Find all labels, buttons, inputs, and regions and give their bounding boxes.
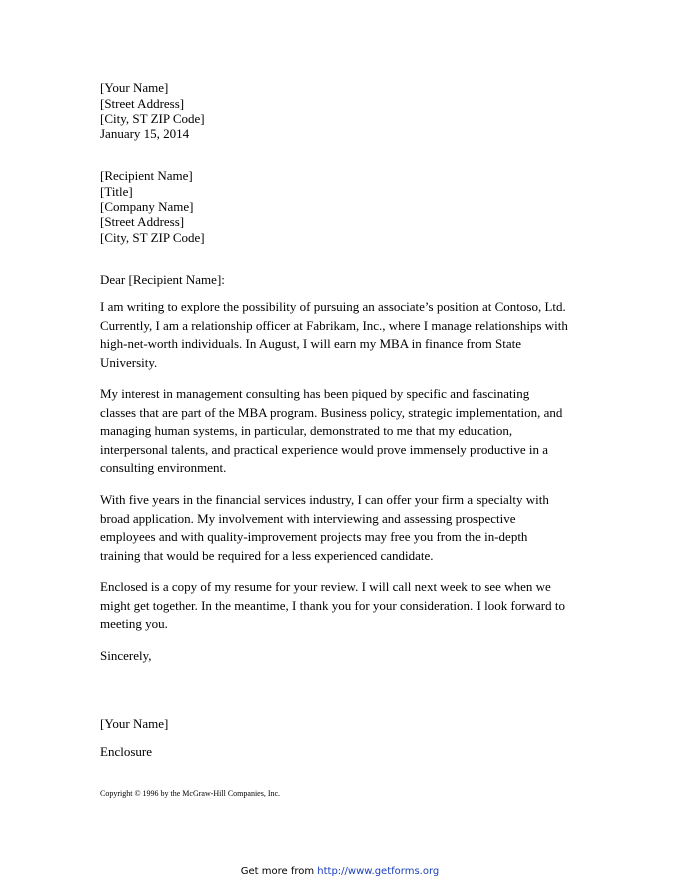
body-paragraph-4: Enclosed is a copy of my resume for your review. I will call next week to see when we might get together. In the meantime, I thank you for your consideration. I look forward to meeting you.	[100, 579, 565, 631]
enclosure-note: Enclosure	[100, 744, 152, 759]
sender-street-address: [Street Address]	[100, 96, 185, 111]
recipient-name: [Recipient Name]	[100, 168, 193, 183]
salutation: Dear [Recipient Name]:	[100, 272, 225, 287]
recipient-title: [Title]	[100, 184, 133, 199]
footer-banner	[0, 866, 680, 878]
copyright-notice: Copyright © 1996 by the McGraw-Hill Companies, Inc.	[100, 789, 281, 798]
recipient-company: [Company Name]	[100, 199, 194, 214]
signature-name: [Your Name]	[100, 716, 169, 731]
recipient-city-state-zip: [City, ST ZIP Code]	[100, 230, 205, 245]
footer-prefix: Get more from	[240, 866, 318, 877]
body-paragraph-3: With five years in the financial services industry, I can offer your firm a specialty with broad application. My involvement with interviewing and assessing prospective employees and with quality-improvement projects may free you from the in-depth training that would be required for a less experienced candidate.	[100, 492, 549, 563]
body-paragraph-2: My interest in management consulting has been piqued by specific and fascinating classes that are part of the MBA program. Business policy, strategic implementation, and managing human systems, in particular, demonstrated to me that my education, interpersonal talents, and practical experience would prove immensely productive in a consulting environment.	[100, 386, 563, 475]
sender-name: [Your Name]	[100, 80, 169, 95]
letter-date: January 15, 2014	[100, 126, 190, 141]
sender-city-state-zip: [City, ST ZIP Code]	[100, 111, 205, 126]
footer-link[interactable]: http://www.getforms.org	[317, 866, 440, 877]
body-paragraph-1: I am writing to explore the possibility of pursuing an associate’s position at Contoso, Ltd. Currently, I am a relationship officer at Fabrikam, Inc., where I manage relationships with high-net-worth individuals. In August, I will earn my MBA in finance from State University.	[100, 299, 568, 370]
recipient-street-address: [Street Address]	[100, 214, 185, 229]
closing: Sincerely,	[100, 648, 152, 663]
